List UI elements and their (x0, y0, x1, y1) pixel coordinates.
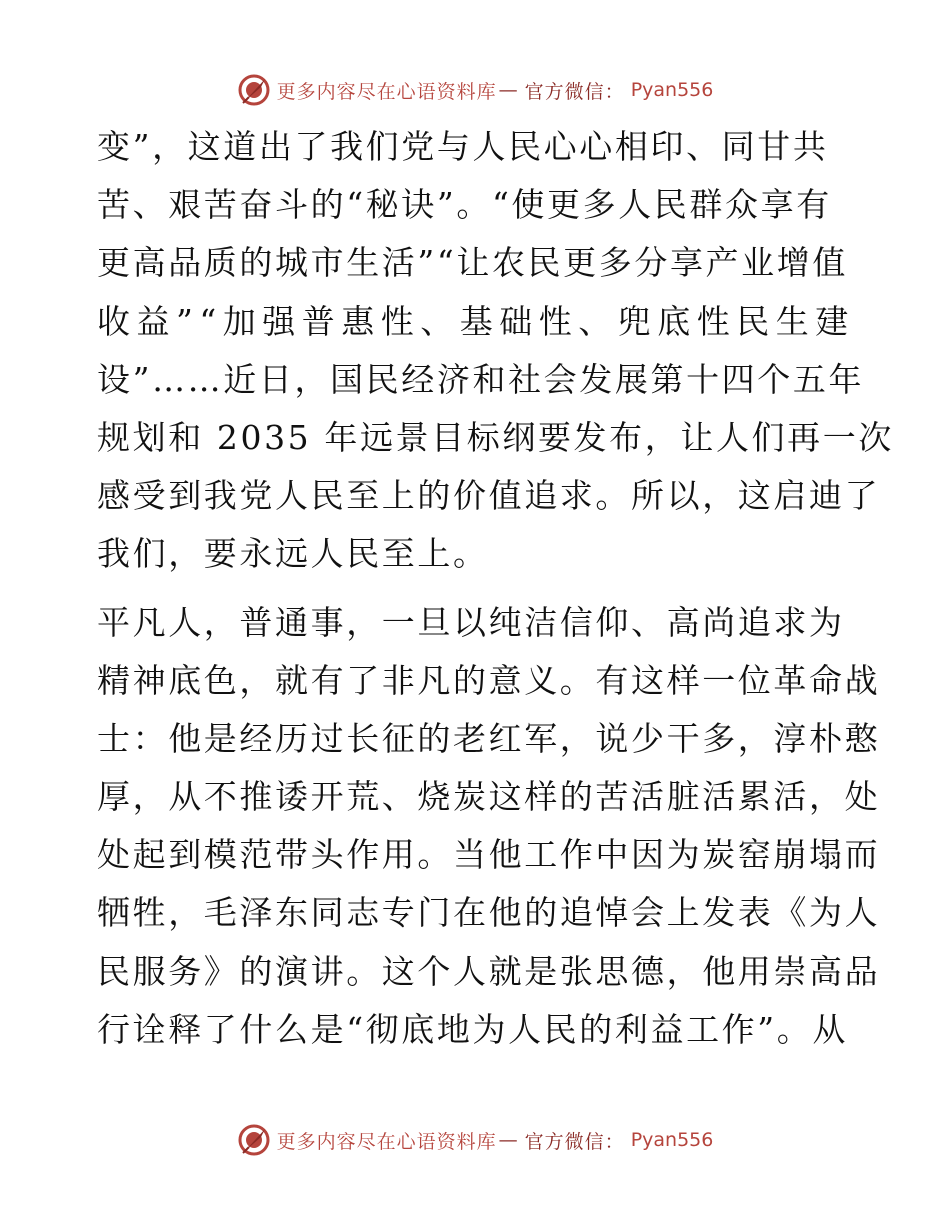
text-line: 士：他是经历过长征的老红军，说少干多，淳朴憨 (97, 718, 881, 758)
watermark-wechat-label: 官方微信： (524, 1130, 625, 1153)
text-line: 处起到模范带头作用。当他工作中因为炭窑崩塌而 (97, 835, 881, 875)
watermark-wechat-account: Pyan556 (630, 1129, 714, 1151)
watermark-site-text: 更多内容尽在心语资料库 (276, 80, 497, 103)
header-watermark (0, 70, 950, 110)
watermark-separator: — (498, 1129, 519, 1151)
text-line: 更高品质的城市生活”“让农民更多分享产业增值 (97, 243, 848, 283)
paragraph (97, 594, 881, 1060)
text-line: 厚，从不推诿开荒、烧炭这样的苦活脏活累活，处 (97, 777, 881, 817)
watermark-wechat-account: Pyan556 (630, 79, 714, 101)
quill-logo-icon (237, 73, 271, 107)
quill-logo-icon (237, 1123, 271, 1157)
text-line: 行诠释了什么是“彻底地为人民的利益工作”。从 (97, 1009, 848, 1049)
document-body (97, 118, 894, 1059)
text-line: 民服务》的演讲。这个人就是张思德，他用崇高品 (97, 951, 881, 991)
text-line: 感受到我党人民至上的价值追求。所以，这启迪了 (97, 476, 881, 516)
watermark-separator: — (498, 79, 519, 101)
text-line: 精神底色，就有了非凡的意义。有这样一位革命战 (97, 660, 881, 700)
text-line: 我们，要永远人民至上。 (97, 534, 489, 574)
footer-watermark (0, 1120, 950, 1160)
text-line: 牺牲，毛泽东同志专门在他的追悼会上发表《为人 (97, 893, 881, 933)
paragraph (97, 118, 894, 584)
paragraph-gap (97, 584, 857, 594)
text-line: 平凡人，普通事，一旦以纯洁信仰、高尚追求为 (97, 602, 845, 642)
text-line: 设”……近日，国民经济和社会发展第十四个五年 (97, 359, 865, 399)
watermark-site-text: 更多内容尽在心语资料库 (276, 1130, 497, 1153)
text-line: 变”，这道出了我们党与人民心心相印、同甘共 (97, 127, 829, 166)
text-line: 苦、艰苦奋斗的“秘诀”。“使更多人民群众享有 (97, 185, 832, 225)
watermark-wechat-label: 官方微信： (524, 80, 625, 103)
text-line: 收益”“加强普惠性、基础性、兜底性民生建 (97, 301, 855, 341)
text-line: 规划和 2035 年远景目标纲要发布，让人们再一次 (97, 417, 894, 457)
